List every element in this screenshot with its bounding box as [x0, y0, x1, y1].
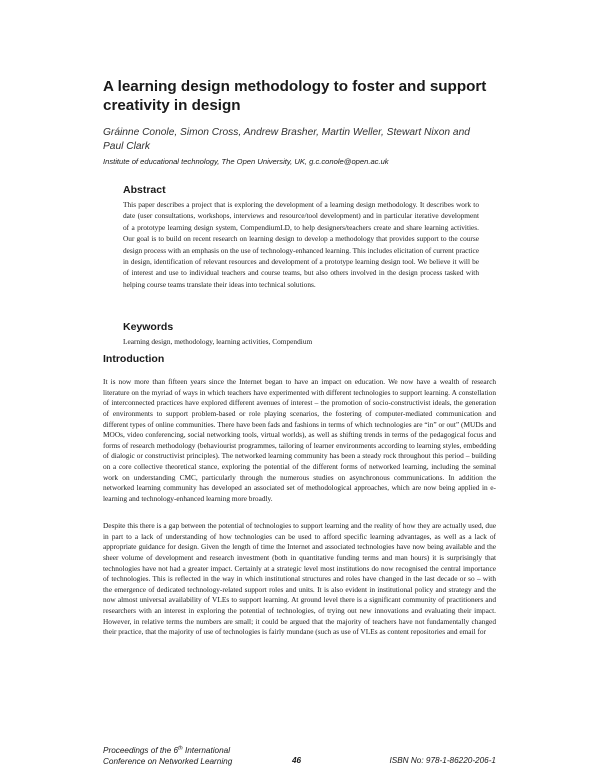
- footer-proceedings: [103, 745, 303, 767]
- page-number: 46: [292, 756, 302, 765]
- footer-conference: Conference on Networked Learning: [103, 757, 233, 766]
- introduction-heading: Introduction: [103, 353, 165, 365]
- footer-proceedings-sup: th: [178, 745, 183, 752]
- abstract-text: This paper describes a project that is exploring the development of a learning design methodology. It describes work to date (user consultations, workshops, interviews and resource/tool development) and in particular iterative development of a prototype learning design system, CompendiumLD, to help designers/teachers create and share learning activities. Our goal is to build on recent research on learning design to develop a methodology that provides support to the course design process with an emphasis on the use of technology-enhanced learning. This includes elicitation of current practice in design, identification of relevant resources and development of a prototype learning design tool. We believe it will be of interest and use to individual teachers and course teams, but also others involved in the design process tasked with helping course teams translate their ideas into technical solutions.: [123, 200, 479, 289]
- paper-title: A learning design methodology to foster and support creativity in design: [103, 78, 487, 114]
- keywords-text: Learning design, methodology, learning activities, Compendium: [123, 337, 313, 346]
- footer-proceedings-prefix: Proceedings of the 6: [103, 746, 179, 755]
- footer-proceedings-suffix: International: [182, 746, 231, 755]
- footer-isbn: ISBN No: 978-1-86220-206-1: [389, 756, 496, 765]
- author-list: Gráinne Conole, Simon Cross, Andrew Brasher, Martin Weller, Stewart Nixon and Paul Clark: [103, 127, 470, 152]
- abstract-heading: Abstract: [123, 184, 166, 196]
- keywords-heading: Keywords: [123, 321, 174, 333]
- author-affiliation: Institute of educational technology, The Open University, UK, g.c.conole@open.ac.uk: [103, 157, 389, 166]
- introduction-paragraph-1: It is now more than fifteen years since the Internet began to have an impact on education. We now have a wealth of research literature on the myriad of ways in which teachers have experimented with different technologies to support learning. A constellation of interconnected practices have explored different avenues of interest – the promotion of socio-constructivist ideals, the generation of environments to support problem-based or role playing scenarios, the fostering of computer-mediated communication and different types of online communities. There have been fads and fashions in terms of which technologies are “in” or out” (MUDs and MOOs, video conferencing, social networking tools, virtual worlds), as well as shifting trends in terms of the pedagogical focus and forms of research methodology (behaviourist programmes, tailoring of learner environments according to learning styles, embedding of dialogic or constructivist principles). The networked learning community has been a steady rock throughout this period – building on a core collective theoretical stance, exploring the potential of the different forms of networked learning, including the seminal work on understanding CMC, particularly through the numerous studies on asynchronous communications. In addition the networked learning community has developed an associated set of methodological approaches, which are now being applied in e-learning and technology-enhanced learning more broadly.: [103, 377, 496, 503]
- introduction-paragraph-2: Despite this there is a gap between the potential of technologies to support learning and the reality of how they are actually used, due in part to a lack of understanding of how technologies can be used to afford specific learning advantages, as well as a lack of appropriate guidance for design. Given the length of time the Internet and associated technologies have now being available and the sheer volume of development and research investment (both in quantitative funding terms and man hours) it is surprisingly that technologies have not had a greater impact. Certainly at a strategic level most institutions do now recognised the central importance of technologies. This is reflected in the way in which institutional structures and roles have changed in the last decade or so – with the emergence of dedicated technology-related support roles and units. It is also evident in institutional policy and strategy and the now almost universal availability of VLEs to support learning. At ground level there is a significant community of practitioners and researchers with an interest in exploring the potential of technologies, of trying out new innovations and evaluating their impact. However, in relative terms the numbers are small; it could be argued that the majority of teachers have not fundamentally changed their practice, that the majority of use of technologies is fairly mundane (such as use of VLEs as content repositories and email for: [103, 521, 496, 637]
